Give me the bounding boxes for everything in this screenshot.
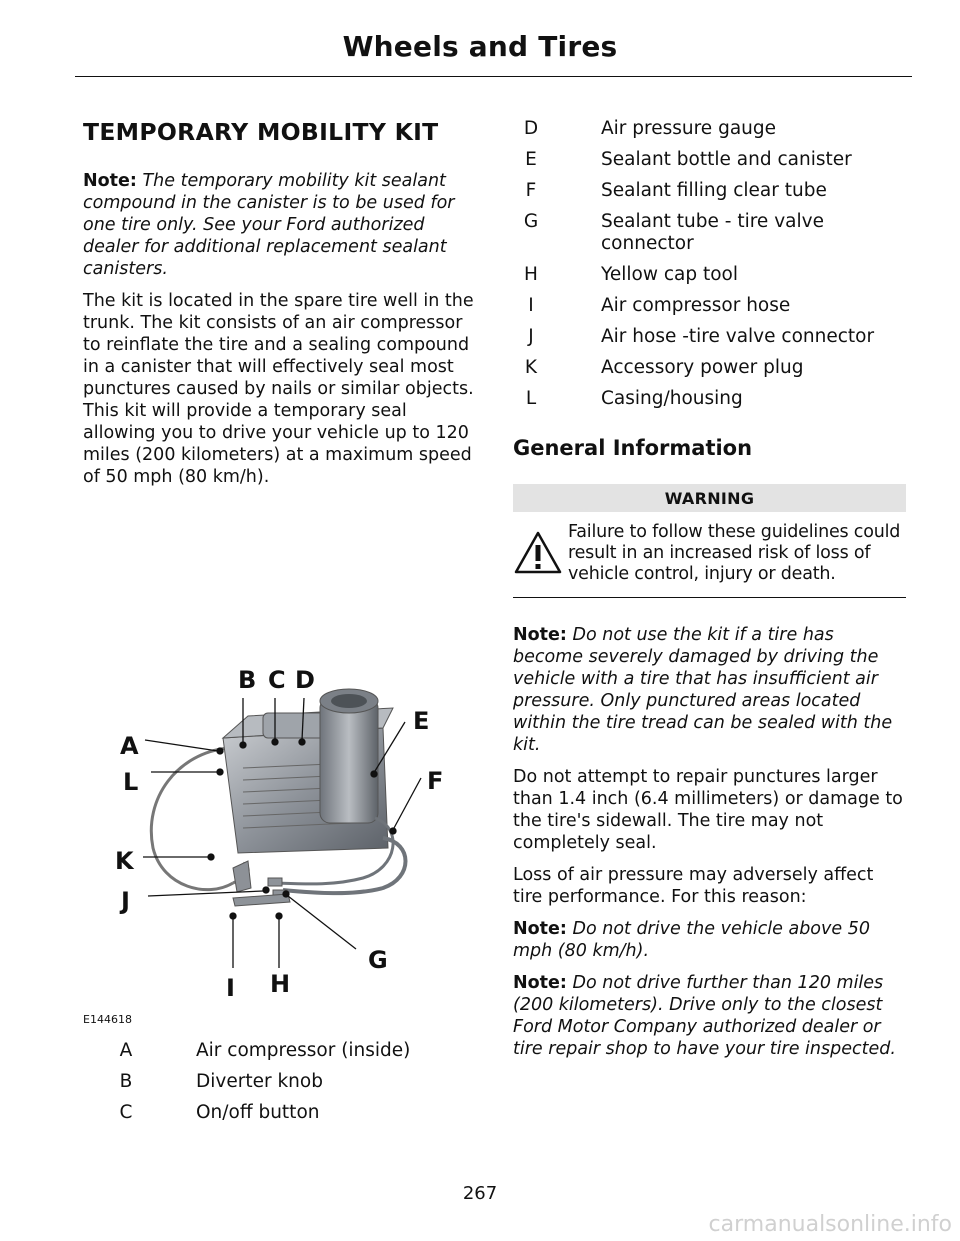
note-text: Do not drive the vehicle above 50 mph (80 km/h). (513, 919, 870, 961)
legend-desc: Casing/housing (601, 388, 743, 409)
note-text: The temporary mobility kit sealant compound in the canister is to be used for one tire only. See your Ford authorized dealer for additional replacement sealant canisters. (83, 171, 455, 279)
header-divider (75, 76, 912, 77)
note-text: Do not drive further than 120 miles (200 kilometers). Drive only to the closest Ford Motor Company authorized dealer or tire repair shop to have your tire inspected. (513, 973, 896, 1059)
legend-desc: Sealant bottle and canister (601, 149, 852, 170)
note-paragraph (513, 624, 906, 756)
note-label: Note: (83, 171, 137, 191)
legend-key: E (525, 149, 537, 170)
callout-a: A (120, 732, 139, 760)
body-paragraph: Do not attempt to repair punctures larger than 1.4 inch (6.4 millimeters) or damage to the tire's sidewall. The tire may not completely seal. (513, 767, 903, 853)
legend-desc: On/off button (196, 1102, 320, 1123)
callout-j: J (121, 887, 130, 915)
note-paragraph (513, 918, 906, 962)
warning-text: Failure to follow these guidelines could result in an increased risk of loss of vehicle control, injury or death. (568, 522, 901, 584)
legend-row (108, 1040, 476, 1062)
callout-f: F (427, 767, 444, 795)
callout-h: H (270, 970, 291, 998)
callout-k: K (115, 847, 134, 875)
legend-row (513, 180, 906, 202)
legend-key: G (523, 211, 539, 232)
legend-desc: Air hose -tire valve connector (601, 326, 875, 347)
legend-row (513, 357, 906, 379)
note-label: Note: (513, 919, 567, 939)
legend-key: J (528, 326, 534, 347)
legend-key: B (119, 1071, 133, 1092)
note-text: Do not use the kit if a tire has become severely damaged by driving the vehicle with a tire that has insufficient air pressure. Only punctured areas located within the tire tread can be sealed with the kit. (513, 625, 893, 755)
legend-row (513, 388, 906, 410)
mobility-kit-illustration (83, 498, 476, 1026)
legend-row (513, 326, 906, 348)
legend-row (513, 149, 906, 171)
legend-key: A (119, 1040, 133, 1061)
legend-list-left (83, 1040, 476, 1124)
page-number: 267 (462, 1183, 498, 1204)
warning-body (513, 512, 906, 598)
callout-d: D (295, 666, 315, 694)
section-heading: TEMPORARY MOBILITY KIT (83, 118, 439, 146)
legend-desc: Air compressor hose (601, 295, 791, 316)
body-paragraph: Loss of air pressure may adversely affect tire performance. For this reason: (513, 865, 874, 907)
note-paragraph (513, 972, 906, 1060)
page-header-title: Wheels and Tires (342, 30, 618, 63)
legend-key: L (525, 388, 537, 409)
legend-key: I (528, 295, 534, 316)
legend-key: H (524, 264, 538, 285)
note-paragraph (83, 170, 476, 280)
callout-e: E (413, 707, 430, 735)
legend-desc: Sealant tube - tire valve connector (601, 211, 824, 254)
legend-desc: Air compressor (inside) (196, 1040, 411, 1061)
callout-g: G (368, 946, 388, 974)
legend-row (513, 295, 906, 317)
right-column (513, 118, 906, 1070)
warning-triangle-icon (513, 530, 563, 576)
legend-desc: Air pressure gauge (601, 118, 777, 139)
note-label: Note: (513, 973, 567, 993)
legend-row (513, 264, 906, 286)
legend-key: F (525, 180, 537, 201)
callout-l: L (123, 768, 139, 796)
legend-desc: Diverter knob (196, 1071, 323, 1092)
callout-i: I (226, 974, 235, 1002)
warning-label: WARNING (513, 484, 906, 512)
note-label: Note: (513, 625, 567, 645)
callout-c: C (268, 666, 286, 694)
legend-key: K (524, 357, 538, 378)
legend-row (513, 211, 906, 255)
legend-row (108, 1102, 476, 1124)
legend-key: C (119, 1102, 133, 1123)
figure-code: E144618 (83, 1013, 132, 1026)
warning-box (513, 484, 906, 598)
watermark: carmanualsonline.info (708, 1212, 952, 1237)
legend-desc: Accessory power plug (601, 357, 804, 378)
subsection-heading: General Information (513, 436, 753, 460)
legend-key: D (523, 118, 539, 139)
callout-b: B (238, 666, 257, 694)
left-column (83, 118, 476, 1133)
mobility-kit-figure (83, 498, 476, 1026)
legend-desc: Yellow cap tool (601, 264, 738, 285)
legend-row (513, 118, 906, 140)
legend-list-right (513, 118, 906, 410)
legend-desc: Sealant filling clear tube (601, 180, 827, 201)
kit-description: The kit is located in the spare tire well in the trunk. The kit consists of an air compressor to reinflate the tire and a sealing compound in a canister that will effectively seal most punctures caused by nails or similar objects. This kit will provide a temporary seal allowing you to drive your vehicle up to 120 miles (200 kilometers) at a maximum speed of 50 mph (80 km/h). (83, 291, 474, 487)
legend-row (108, 1071, 476, 1093)
